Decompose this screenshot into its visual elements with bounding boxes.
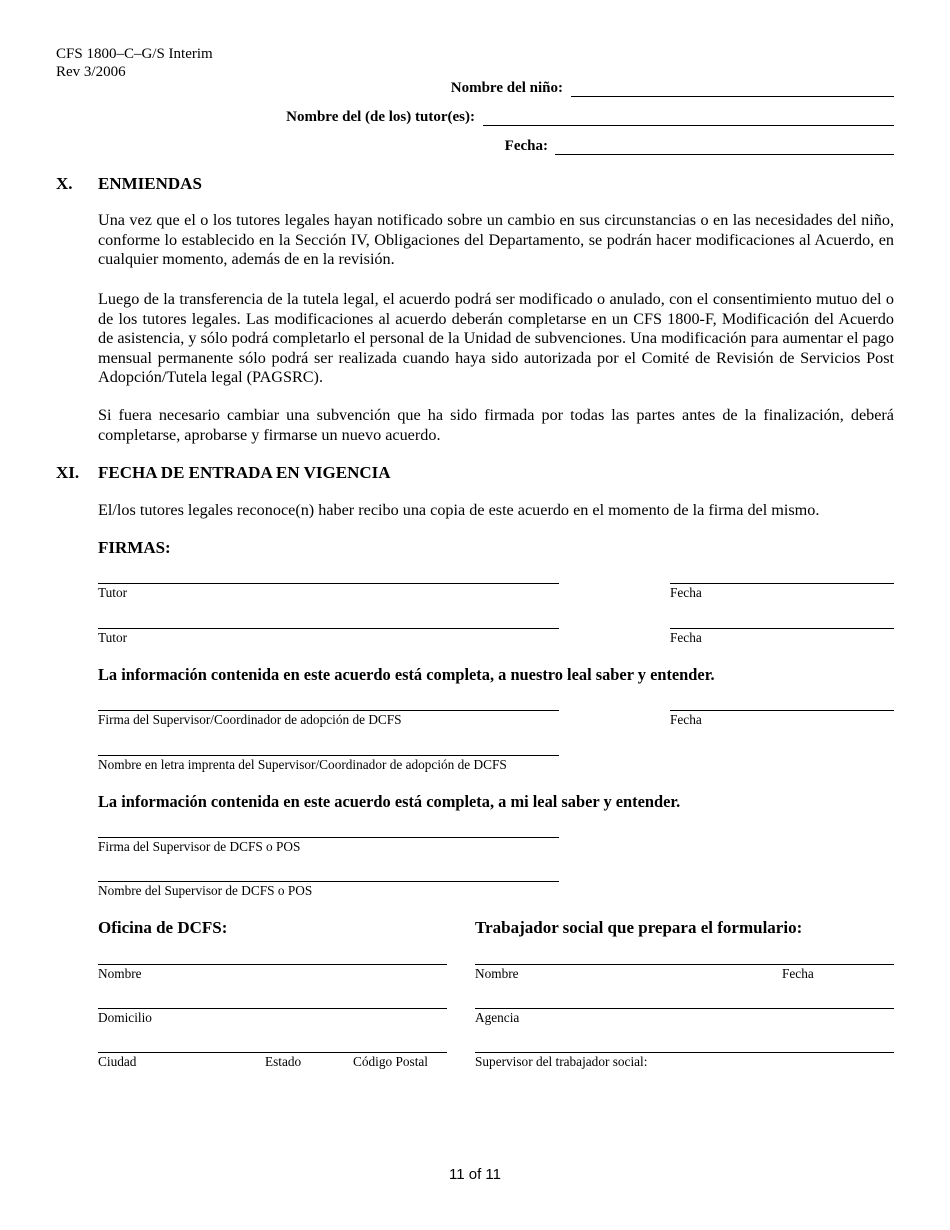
worker-supervisor-label: Supervisor del trabajador social:: [475, 1054, 648, 1069]
guardian-name-label: Nombre del (de los) tutor(es):: [286, 109, 475, 125]
section-x-paragraph-1: Una vez que el o los tutores legales hayan notificado sobre un cambio en sus circunstancias o en las necesidades del niño, conforme lo establecido en la Sección IV, Obligaciones del Departamento, se podrán hacer modificaciones al Acuerdo, en cualquier momento, además de en la revisión.: [98, 211, 894, 269]
coordinator-signature-line[interactable]: [98, 710, 559, 711]
coordinator-print-label: Nombre en letra imprenta del Supervisor/Coordinador de adopción de DCFS: [98, 757, 507, 772]
tutor-2-label: Tutor: [98, 630, 128, 645]
worker-supervisor-line[interactable]: [475, 1052, 894, 1053]
office-title: Oficina de DCFS:: [98, 918, 228, 937]
office-zip-label: Código Postal: [353, 1054, 428, 1069]
tutor-1-date-line[interactable]: [670, 583, 894, 584]
tutor-1-label: Tutor: [98, 585, 128, 600]
statement-our-knowledge: La información contenida en este acuerdo está completa, a nuestro leal saber y entender.: [98, 665, 715, 684]
header-date-field[interactable]: [555, 154, 894, 155]
worker-agency-line[interactable]: [475, 1008, 894, 1009]
worker-name-label: Nombre: [475, 966, 519, 981]
office-name-label: Nombre: [98, 966, 142, 981]
coordinator-print-line[interactable]: [98, 755, 559, 756]
office-city-line[interactable]: [98, 1052, 447, 1053]
section-xi-number: XI.: [56, 463, 80, 482]
tutor-2-date-label: Fecha: [670, 630, 702, 645]
header-date-label: Fecha:: [504, 138, 548, 154]
office-state-label: Estado: [265, 1054, 302, 1069]
tutor-1-signature-line[interactable]: [98, 583, 559, 584]
worker-agency-label: Agencia: [475, 1010, 520, 1025]
child-name-field[interactable]: [571, 96, 894, 97]
worker-date-label: Fecha: [782, 966, 814, 981]
child-name-label: Nombre del niño:: [450, 80, 563, 96]
form-revision: Rev 3/2006: [56, 64, 126, 80]
tutor-1-date-label: Fecha: [670, 585, 702, 600]
supervisor-signature-line[interactable]: [98, 837, 559, 838]
section-x-paragraph-2: Luego de la transferencia de la tutela legal, el acuerdo podrá ser modificado o anulado, con el consentimiento mutuo del o de los tutores legales. Las modificaciones al acuerdo deberán completarse en un CFS 1800-F, Modificación del Acuerdo de asistencia, y sólo podrá completarlo el personal de la Unidad de subvenciones. Una modificación para aumentar el pago mensual permanente sólo podrá ser realizada cuando haya sido autorizada por el Comité de Revisión de Servicios Post Adopción/Tutela legal (PAGSRC).: [98, 290, 894, 387]
worker-name-line[interactable]: [475, 964, 894, 965]
signatures-title: FIRMAS:: [98, 538, 171, 557]
section-x-title: ENMIENDAS: [98, 174, 202, 193]
supervisor-name-line[interactable]: [98, 881, 559, 882]
page-number: 11 of 11: [449, 1166, 501, 1183]
guardian-name-field[interactable]: [483, 125, 894, 126]
tutor-2-date-line[interactable]: [670, 628, 894, 629]
office-city-label: Ciudad: [98, 1054, 137, 1069]
coordinator-date-line[interactable]: [670, 710, 894, 711]
supervisor-name-label: Nombre del Supervisor de DCFS o POS: [98, 883, 313, 898]
coordinator-date-label: Fecha: [670, 712, 702, 727]
office-address-line[interactable]: [98, 1008, 447, 1009]
coordinator-signature-label: Firma del Supervisor/Coordinador de adopción de DCFS: [98, 712, 402, 727]
section-x-number: X.: [56, 174, 73, 193]
office-address-label: Domicilio: [98, 1010, 152, 1025]
supervisor-signature-label: Firma del Supervisor de DCFS o POS: [98, 839, 301, 854]
section-xi-paragraph: El/los tutores legales reconoce(n) haber recibo una copia de este acuerdo en el momento de la firma del mismo.: [98, 501, 820, 519]
statement-my-knowledge: La información contenida en este acuerdo está completa, a mi leal saber y entender.: [98, 792, 681, 811]
section-x-paragraph-3: Si fuera necesario cambiar una subvención que ha sido firmada por todas las partes antes de la finalización, deberá completarse, aprobarse y firmarse un nuevo acuerdo.: [98, 406, 894, 444]
tutor-2-signature-line[interactable]: [98, 628, 559, 629]
office-name-line[interactable]: [98, 964, 447, 965]
worker-title: Trabajador social que prepara el formulario:: [475, 918, 803, 937]
form-id: CFS 1800–C–G/S Interim: [56, 46, 213, 62]
section-xi-title: FECHA DE ENTRADA EN VIGENCIA: [98, 463, 391, 482]
